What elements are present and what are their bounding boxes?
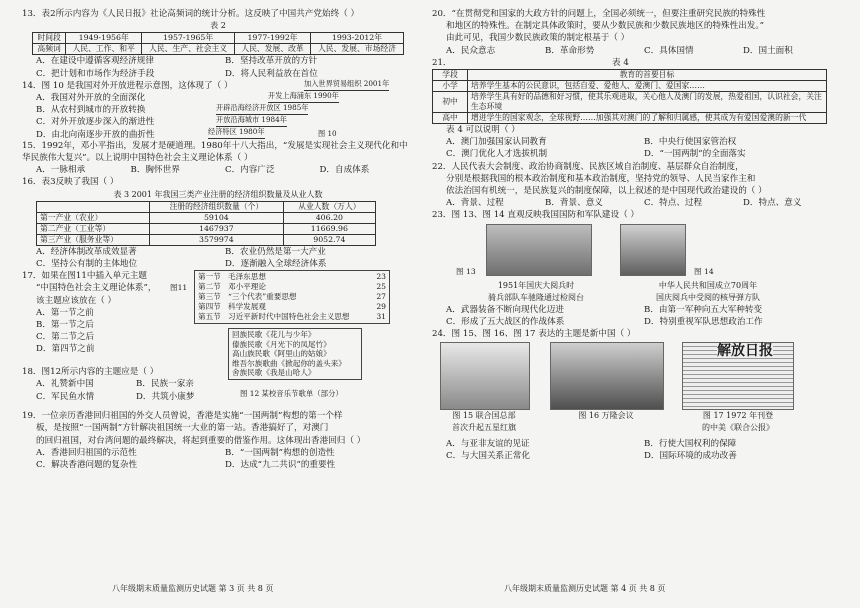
caption-line: 国庆阅兵中受阅的核导弹方队	[656, 292, 760, 302]
fig10-step: 开辟沿海经济开放区 1985年	[216, 102, 308, 115]
q21-options	[432, 136, 842, 160]
table-cell: 教育的首要目标	[468, 70, 827, 81]
song-item: 傣族民歌《月光下的凤尾竹》	[232, 339, 331, 349]
fig11-caption: 图11	[170, 283, 188, 293]
fig14-missile-photo	[620, 224, 686, 276]
q20-options	[432, 45, 842, 57]
option-a[interactable]: A．香港回归祖国的示范性	[36, 447, 137, 458]
fig17-newspaper	[682, 342, 794, 410]
q24-stem: 24．图 15、图 16、图 17 表达的主题是新中国（ ）	[432, 329, 636, 340]
toc-row	[198, 282, 386, 292]
fig17-caption	[680, 410, 796, 434]
table-row	[433, 113, 827, 124]
toc-title: 毛泽东思想	[228, 272, 266, 282]
table-cell: 第一产业（农业）	[37, 212, 150, 223]
option-d[interactable]: D．由北向南逐步开放的曲折性	[36, 129, 155, 140]
stem-line: 19．一位亲历香港回归祖国的外交人员曾说，香港是实施“一国两制”构想的第一个样	[22, 411, 343, 422]
stem-line: “中国特色社会主义理论体系”，	[36, 283, 157, 294]
toc-section: 第四节	[198, 302, 221, 312]
option-d[interactable]: D．“一国两制”的全面落实	[644, 149, 746, 160]
option-b[interactable]: B．革命形势	[545, 45, 595, 56]
stem-line: 依法治国有机统一，是民族复兴的制度保障，以上叙述的是中国现代政治建设的（ ）	[446, 186, 767, 197]
option-d[interactable]: D．逐渐融入全球经济体系	[225, 259, 327, 270]
toc-title: “三个代表”重要思想	[228, 292, 297, 302]
option-b[interactable]: B．第一节之后	[36, 320, 94, 331]
option-c[interactable]: C．具体国情	[644, 45, 694, 56]
toc-row	[198, 312, 386, 322]
option-a[interactable]: A．一脉相承	[36, 165, 86, 176]
caption-line: 中华人民共和国成立70周年	[658, 280, 758, 290]
caption-line: 首次升起五星红旗	[452, 423, 516, 433]
option-a[interactable]: A．经济体制改革成效显著	[36, 246, 137, 257]
table3-caption: 表 3 2001 年我国三类产业注册的经济组织数量及从业人数	[113, 189, 323, 199]
q20-stem	[432, 8, 842, 45]
toc-section: 第三节	[198, 292, 221, 302]
toc-section: 第一节	[198, 272, 221, 282]
option-b[interactable]: B．由第一军种向五大军种转变	[644, 304, 763, 315]
stem-line: 该主题应该放在（ ）	[36, 295, 117, 306]
option-a[interactable]: A．在建设中遵循客观经济规律	[36, 56, 154, 67]
option-a[interactable]: A．我国对外开放的全面深化	[36, 93, 146, 104]
option-a[interactable]: A．武器装备不断向现代化迈进	[446, 304, 564, 315]
stem-line: 20．“在贯彻党和国家的大政方针的问题上，全国必须统一，但要注重研究民族的特殊性	[432, 9, 766, 19]
fig13-parade-photo	[486, 224, 592, 276]
fig13-caption	[456, 280, 616, 304]
option-b[interactable]: B．从农村到城市的开放转换	[36, 105, 146, 116]
option-d[interactable]: D．将人民利益放在首位	[225, 68, 318, 79]
q19-stem	[22, 410, 414, 447]
option-b[interactable]: B．行使大国权利的保障	[644, 439, 737, 450]
q24-options	[432, 438, 842, 462]
fig16-caption: 图 16 万隆会议	[578, 411, 634, 421]
q23-figures	[432, 222, 842, 318]
table-row	[433, 92, 827, 113]
option-d[interactable]: D．共筑小康梦	[136, 391, 195, 402]
option-b[interactable]: B．背景、意义	[545, 198, 603, 209]
table2	[32, 32, 404, 55]
fig16-bandung-photo	[550, 342, 664, 410]
q21-stem: 表 4 可以说明（ ）	[446, 125, 520, 136]
table-cell: 高中	[433, 113, 468, 124]
table-cell: 11669.96	[283, 223, 375, 234]
toc-row	[198, 272, 386, 282]
table-cell: 小学	[433, 81, 468, 92]
toc-title: 习近平新时代中国特色社会主义思想	[228, 312, 350, 322]
option-d[interactable]: D．第四节之前	[36, 344, 95, 355]
left-page	[22, 8, 414, 471]
table-row	[433, 81, 827, 92]
table-cell: 增进学生的国家观念，全球视野……加强其对澳门的了解和归属感，使其成为有爱国爱澳的新一代	[468, 113, 827, 124]
q22-stem	[432, 161, 842, 198]
stem-line: 板，是按照“一国两制”方针解决祖国统一大业的第一站。香港搞好了，对澳门	[36, 423, 329, 434]
table-row	[37, 234, 376, 245]
fig14-label: 图 14	[694, 266, 714, 276]
table-cell: 1949-1956年	[66, 33, 142, 44]
fig10-step: 经济特区 1980年	[208, 126, 265, 139]
option-a[interactable]: A．礼赞新中国	[36, 379, 94, 390]
song-item: 高山族民歌《阿里山的姑娘》	[232, 349, 331, 359]
option-b[interactable]: B．农业仍然是第一大产业	[225, 246, 326, 257]
caption-line: 1951年国庆大阅兵时	[497, 280, 575, 290]
table-cell: 初中	[433, 92, 468, 113]
q15-options	[22, 164, 414, 176]
table-cell: 人民、生产、社会主义	[142, 44, 235, 55]
toc-row	[198, 302, 386, 312]
table-cell: 1957-1965年	[142, 33, 235, 44]
table-row	[33, 44, 404, 55]
table-cell: 高频词	[33, 44, 66, 55]
table-row	[37, 201, 376, 212]
table-cell: 注册的经济组织数量（个）	[150, 201, 284, 212]
q16-stem: 16．表3反映了我国（ ）	[22, 177, 119, 188]
left-footer: 八年级期末质量监测历史试题 第 3 页 共 8 页	[112, 584, 274, 593]
table-cell: 从业人数（万人）	[283, 201, 375, 212]
stem-line: 分别是根据我国的根本政治制度和基本政治制度，坚持党的领导、人民当家作主和	[446, 173, 756, 184]
option-b[interactable]: B．胸怀世界	[130, 165, 180, 176]
table-row	[37, 212, 376, 223]
fig11-toc	[194, 270, 390, 324]
newspaper-masthead: 解放日报	[717, 343, 773, 360]
option-b[interactable]: B．“一国两制”构想的创造性	[225, 447, 335, 458]
song-item: 回族民歌《花儿与少年》	[232, 330, 316, 340]
song-item: 舍族民歌《我是山哈人》	[232, 368, 316, 378]
table-cell: 59104	[150, 212, 284, 223]
toc-title: 科学发展观	[228, 302, 266, 312]
fig10-staircase	[208, 80, 408, 140]
stem-line: 由此可见，我国少数民族政策的制定根基于（ ）	[446, 33, 630, 44]
option-c[interactable]: C．对外开放逐步深入的渐进性	[36, 117, 155, 128]
toc-page: 29	[376, 302, 386, 312]
table-cell: 人民、发展、市场经济	[310, 44, 403, 55]
option-d[interactable]: D．达成“九二共识”的重要性	[225, 460, 336, 471]
q21-number: 21．	[432, 57, 452, 68]
option-d[interactable]: D．国际环境的成功改善	[644, 451, 737, 462]
table2-caption: 表 2	[210, 21, 226, 31]
option-a[interactable]: A．第一节之前	[36, 307, 94, 318]
option-c[interactable]: C．内容广泛	[225, 165, 275, 176]
q18-options	[22, 378, 236, 402]
fig10-caption: 图 10	[318, 128, 337, 138]
table-row	[37, 223, 376, 234]
option-b[interactable]: B．中央行使国家管治权	[644, 137, 737, 148]
option-c[interactable]: C．军民鱼水情	[36, 391, 95, 402]
toc-section: 第二节	[198, 282, 221, 292]
table-cell: 培养学生基本的公民意识，包括自爱、爱他人、爱澳门、爱国家……	[468, 81, 827, 92]
q24-figures	[432, 340, 842, 438]
q14-stem: 14．图 10 是我国对外开放进程示意图，这体现了（ ）	[22, 80, 233, 91]
option-d[interactable]: D．国土面积	[743, 45, 793, 56]
toc-page: 23	[376, 272, 386, 282]
option-a[interactable]: A．与亚非友谊的见证	[446, 439, 530, 450]
fig12-caption: 图 12 某校音乐节歌单（部分）	[240, 389, 343, 399]
option-c[interactable]: C．形成了五大战区的作战体系	[446, 316, 565, 327]
option-c[interactable]: C．坚持公有制的主体地位	[36, 259, 138, 270]
fig10-step: 加入世界贸易组织 2001年	[304, 78, 389, 91]
stem-line: 22．人民代表大会制度、政治协商制度、民族区域自治制度、基层群众自治制度，	[432, 161, 744, 172]
toc-row	[198, 292, 386, 302]
table-row	[433, 70, 827, 81]
song-item: 维吾尔族歌曲《掀起你的盖头来》	[232, 358, 346, 368]
fig14-caption	[628, 280, 788, 304]
q13-stem: 13．表2所示内容为《人民日报》社论高频词的统计分析。这反映了中国共产党始终（ ）	[22, 9, 360, 19]
option-b[interactable]: B．坚持改革开放的方针	[225, 56, 318, 67]
table-cell: 第三产业（服务业等）	[37, 234, 150, 245]
fig10-step: 开放沿海城市 1984年	[216, 114, 287, 127]
option-c[interactable]: C．特点、过程	[644, 198, 703, 209]
option-a[interactable]: A．民众意志	[446, 45, 496, 56]
fig13-label: 图 13	[456, 266, 476, 276]
table-cell: 时间段	[33, 33, 66, 44]
right-footer: 八年级期末质量监测历史试题 第 4 页 共 8 页	[504, 584, 666, 593]
q13-options	[22, 55, 414, 79]
table-cell: 3579974	[150, 234, 284, 245]
option-d[interactable]: D．特点、意义	[743, 198, 802, 209]
option-a[interactable]: A．澳门加强国家认同教育	[446, 137, 547, 148]
caption-line: 的中美《联合公报》	[702, 423, 774, 433]
table-cell: 406.20	[283, 212, 375, 223]
toc-page: 25	[376, 282, 386, 292]
caption-line: 骑兵部队车驰隆通过检阅台	[488, 292, 584, 302]
q16-options	[22, 246, 414, 270]
table-cell: 培养学生具有好的品德和好习惯，使其乐观进取，关心他人及澳门的发展，热爱祖国，认识社会，关注生态环境	[468, 92, 827, 113]
q19-options	[22, 447, 414, 471]
q21-heading	[432, 57, 842, 69]
fig15-caption	[432, 410, 536, 434]
table-row	[33, 33, 404, 44]
q14-options	[22, 92, 222, 141]
table-cell	[37, 201, 150, 212]
option-c[interactable]: C．把计划和市场作为经济手段	[36, 68, 155, 79]
table-cell: 人民、发展、改革	[235, 44, 311, 55]
table-cell: 1977-1992年	[235, 33, 311, 44]
q14-block	[22, 80, 414, 140]
table-cell: 学段	[433, 70, 468, 81]
table-cell: 人民、工作、和平	[66, 44, 142, 55]
stem-line: 和地区的特殊性。在制定具体政策时，要从少数民族和少数民族地区的特殊性出发。”	[446, 21, 765, 32]
option-c[interactable]: C．第二节之后	[36, 332, 95, 343]
stem-line: 的回归祖国，对台湾问题的最终解决，将起到重要的借鉴作用。这体现出香港回归（ ）	[36, 435, 366, 446]
option-c[interactable]: C．与大国关系正常化	[446, 451, 530, 462]
fig10-step: 开发上海浦东 1990年	[268, 90, 339, 103]
table3	[36, 201, 376, 246]
caption-line: 图 17 1972 年刊登	[702, 411, 774, 421]
q15-stem: 15．1992年，邓小平指出，发展才是硬道理。1980年十八大指出，“发展是实现社会主义现代化和中华民族伟大复兴”。以上说明中国特色社会主义理论体系（ ）	[22, 140, 408, 164]
option-c[interactable]: C．澳门优化人才选拔机制	[446, 149, 548, 160]
fig15-un-flags-photo	[440, 342, 530, 410]
table-cell: 1467937	[150, 223, 284, 234]
table-cell: 1993-2012年	[310, 33, 403, 44]
toc-title: 邓小平理论	[228, 282, 266, 292]
option-a[interactable]: A．背景、过程	[446, 198, 504, 209]
table-cell: 9052.74	[283, 234, 375, 245]
option-d[interactable]: D．自成体系	[319, 165, 370, 176]
toc-page: 27	[376, 292, 386, 302]
table-cell: 第二产业（工业等）	[37, 223, 150, 234]
toc-section: 第五节	[198, 312, 221, 322]
stem-line: 17．如果在图11中插入单元主题	[22, 271, 147, 282]
q22-options	[432, 197, 842, 209]
option-c[interactable]: C．解决香港问题的复杂性	[36, 460, 138, 471]
toc-page: 31	[376, 312, 386, 322]
q23-stem: 23．图 13、图 14 直观反映我国国防和军队建设（ ）	[432, 210, 640, 221]
right-page	[432, 8, 842, 463]
table4-caption: 表 4	[612, 57, 629, 68]
q18-block	[22, 366, 414, 410]
option-b[interactable]: B．民族一家亲	[136, 379, 194, 390]
option-d[interactable]: D．特别重视军队思想政治工作	[644, 316, 763, 327]
q18-stem: 18．图12所示内容的主题应是（ ）	[22, 367, 159, 378]
table4	[432, 69, 827, 124]
caption-line: 图 15 联合国总部	[452, 411, 516, 421]
